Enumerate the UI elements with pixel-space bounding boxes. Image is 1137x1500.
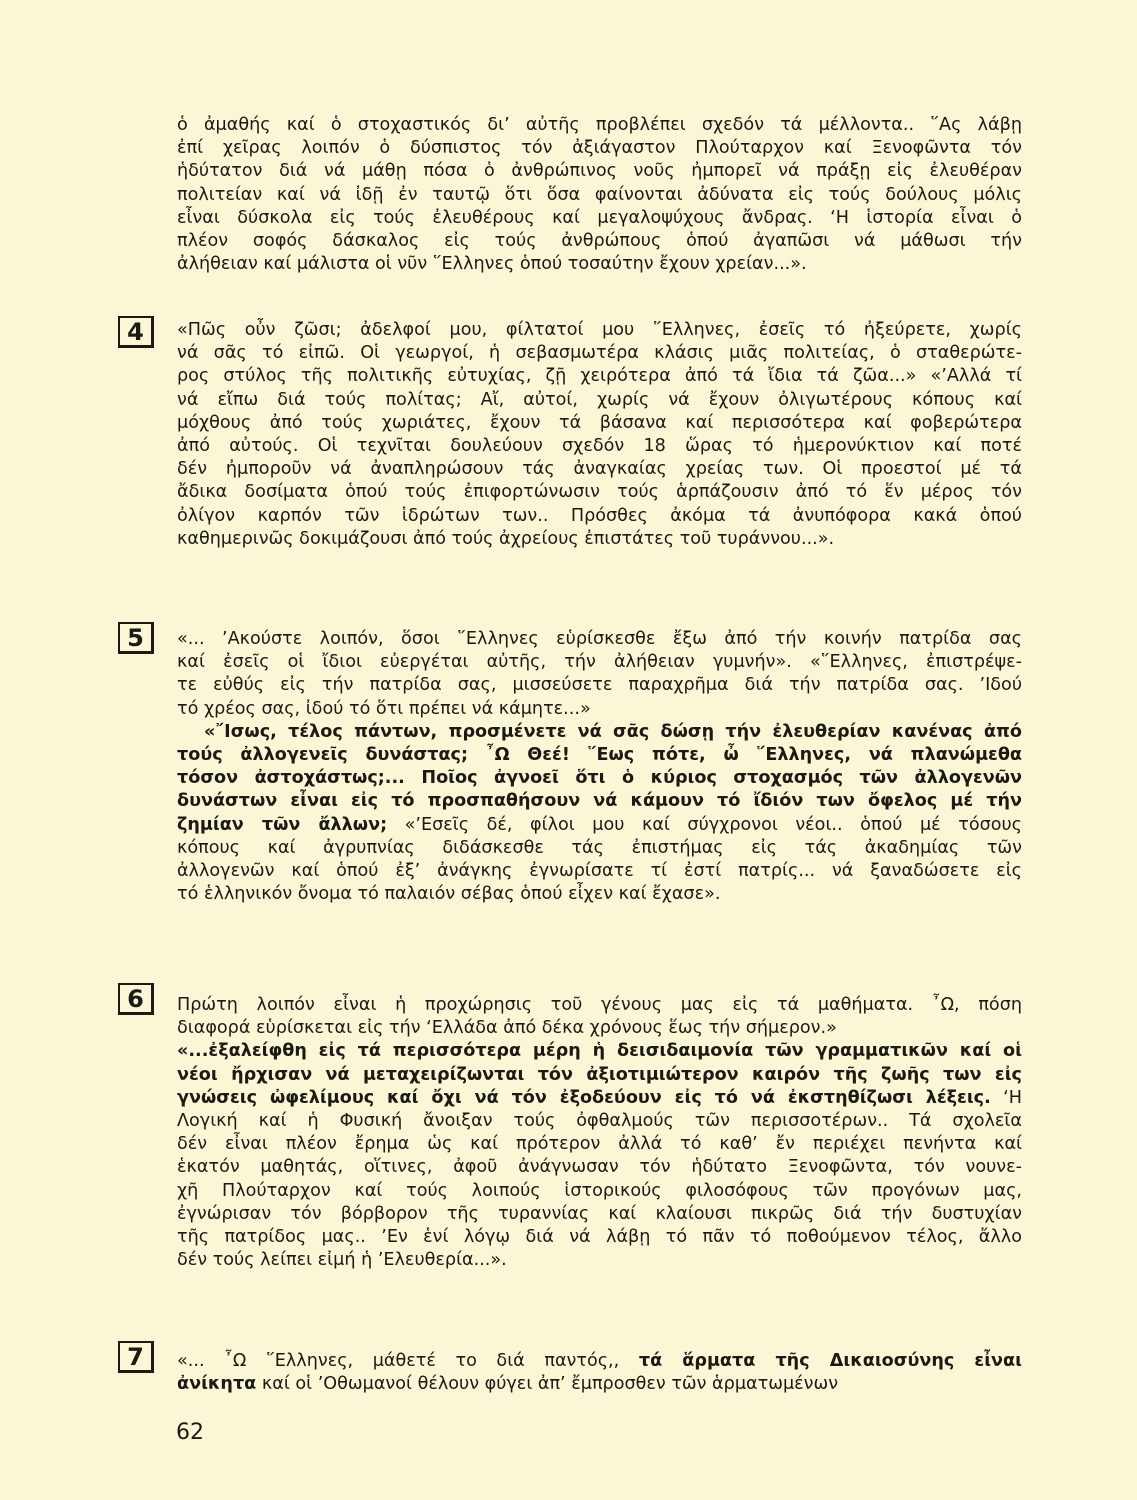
text-run: ἄδικα δοσίματα ὁπού τούς ἐπιφορτώνωσιν τούς ἁρπάζουσιν ἀπό τό ἕν μέρος τόν [177,482,1022,503]
intro-paragraph [177,114,1022,276]
text-line [177,1249,1022,1272]
text-run: ‘Η [990,1087,1022,1108]
text-line [177,319,1022,342]
text-line [177,1040,1022,1063]
text-line [177,651,1022,674]
text-run: «... ῏Ω ῞Ελληνες, μάθετέ το διά παντός,, [177,1351,639,1371]
text-run: ἀπό αὐτούς. Οἱ τεχνῖται δουλεύουν σχεδόν 18 ὥρας τό ἡμερονύκτιον καί ποτέ [177,436,1022,457]
text-line [177,1203,1022,1226]
text-line: ἡδύτατον διά νά μάθῃ πόσα ὁ ἀνθρώπινος νοῦς ἠμπορεῖ νά πράξῃ εἰς ἐλευθέραν [177,161,1022,182]
text-line: ὁ ἀμαθής καί ὁ στοχαστικός δι’ αὐτῆς προβλέπει σχεδόν τά μέλλοντα.. ῞Ας λάβῃ [177,115,1022,135]
text-run: ρος στύλος τῆς πολιτικῆς εὐτυχίας, ζῇ χειρότερα ἀπό τά ἴδια τά ζῶα...» «’Αλλά τί [177,366,1022,387]
bold-run: ἀνίκητα [177,1374,257,1395]
text-line [177,814,1022,837]
bold-run: ζημίαν τῶν ἄλλων; [177,814,388,835]
text-line [177,528,1022,551]
text-run: τῆς πατρίδος μας.. ’Εν ἑνί λόγῳ διά νά λάβῃ τό πᾶν τό ποθούμενον τέλος, ἄλλο [177,1227,1022,1248]
text-line [177,767,1022,790]
text-line: εἶναι δύσκολα εἰς τούς ἐλευθέρους καί μεγαλοψύχους ἄνδρας. ‘Η ἱστορία εἶναι ὁ [177,207,1022,228]
bold-run: τόσον ἀστοχάστως;... Ποῖος ἀγνοεῖ ὅτι ὁ κύριος στοχασμός τῶν ἀλλογενῶν [177,768,1022,789]
text-line [177,1373,1022,1396]
text-line: πλέον σοφός δάσκαλος εἰς τούς ἀνθρώπους ὁπού ἀγαπῶσι νά μάθωσι τήν [177,231,1022,252]
text-run: νά σᾶς τό εἰπῶ. Οἱ γεωργοί, ἡ σεβασμωτέρα κλάσις μιᾶς πολιτείας, ὁ σταθερώτε- [177,343,1022,364]
text-line [177,1180,1022,1203]
bold-run: «...ἐξαλείφθη εἰς τά περισσότερα μέρη ἡ δεισιδαιμονία τῶν γραμματικῶν καί οἱ [177,1041,1022,1062]
text-run: νά εἴπω διά τούς πολίτας; Αἴ, αὐτοί, χωρίς νά ἔχουν ὀλιγωτέρους κόπους καί [177,389,1022,410]
bold-run: γνώσεις ὠφελίμους καί ὄχι νά τόν ἐξοδεύουν εἰς τό νά ἐκστηθίζωσι λέξεις. [177,1087,991,1108]
text-line: ἐπί χεῖρας λοιπόν ὁ δύσπιστος τόν ἀξιάγαστον Πλούταρχον καί Ξενοφῶντα τόν [177,138,1022,159]
text-run: δέν ἠμποροῦν νά ἀναπληρώσουν τάς ἀναγκαίας χρείας των. Οἱ προεστοί μέ τά [177,459,1022,480]
bold-run: νέοι ἤρχισαν νά μεταχειρίζωνται τόν ἀξιοτιμιώτερον καιρόν τῆς ζωῆς των εἰς [177,1064,1022,1085]
text-run: «... ’Ακούστε λοιπόν, ὅσοι ῞Ελληνες εὑρίσκεσθε ἔξω ἀπό τήν κοινήν πατρίδα σας [177,629,1022,649]
text-line [177,1350,1022,1373]
text-run: κόπους καί ἀγρυπνίας διδάσκεσθε τάς ἐπιστήμας εἰς τάς ἀκαδημίας τῶν [177,837,1022,858]
text-line [177,1156,1022,1179]
section-number-box: 4 [118,316,154,348]
text-line [177,837,1022,860]
text-line [177,481,1022,504]
section-number-box: 7 [118,1341,154,1373]
text-line [177,458,1022,481]
text-line [177,721,1022,744]
text-line [177,628,1022,651]
page-number: 62 [176,1420,204,1445]
text-run: τε εὐθύς εἰς τήν πατρίδα σας, μισσεύσετε παραχρῆμα διά τήν πατρίδα σας. ’Ιδού [177,675,1022,696]
section-number-box: 6 [118,983,154,1015]
bold-run: τά ἅρματα τῆς Δικαιοσύνης εἶναι [638,1351,1022,1371]
text-line [177,1087,1022,1110]
text-line [177,412,1022,435]
text-run: ἀλλογενῶν καί ὁπού ἐξ’ ἀνάγκης ἐγνωρίσατε τί ἐστί πατρίς... νά ξαναδώσετε εἰς [177,861,1022,882]
text-line [177,674,1022,697]
section-7-paragraph [177,1350,1022,1396]
text-run: δέν τούς λείπει εἰμή ἡ ’Ελευθερία...». [177,1250,507,1271]
text-line [177,505,1022,528]
text-line [177,1017,1022,1040]
text-line: πολιτείαν καί νά ἰδῇ ἐν ταυτῷ ὅτι ὅσα φαίνονται ἀδύνατα εἰς τούς δούλους μόλις [177,184,1022,205]
text-run: ἐγνώρισαν τόν βόρβορον τῆς τυραννίας καί κλαίουσι πικρῶς διά τήν δυστυχίαν [177,1203,1022,1224]
section-5-paragraph [177,628,1022,906]
text-run: διαφορά εὑρίσκεται εἰς τήν ‘Ελλάδα ἀπό δέκα χρόνους ἕως τήν σήμερον.» [177,1018,837,1039]
text-line [177,994,1022,1017]
text-line [177,342,1022,365]
text-run: ἑκατόν μαθητάς, οἵτινες, ἀφοῦ ἀνάγνωσαν τόν ἡδύτατο Ξενοφῶντα, τόν νουνε- [177,1157,1022,1178]
text-line [177,1110,1022,1133]
bold-run: δυνάστων εἶναι εἰς τό προσπαθήσουν νά κάμουν τό ἴδιόν των ὄφελος μέ τήν [177,791,1022,812]
text-line [177,365,1022,388]
text-run: τό χρέος σας, ἰδού τό ὅτι πρέπει νά κάμητε...» [177,698,591,719]
section-4-paragraph [177,319,1022,551]
text-run: «’Εσεῖς δέ, φίλοι μου καί σύγχρονοι νέοι.. ὁπού μέ τόσους [387,814,1022,835]
text-line [177,744,1022,767]
text-line [177,389,1022,412]
text-run: τό ἑλληνικόν ὄνομα τό παλαιόν σέβας ὁπού εἶχεν καί ἔχασε». [177,884,721,905]
section-number-box: 5 [118,622,154,654]
text-line [177,883,1022,906]
text-line [177,435,1022,458]
text-line [177,698,1022,721]
text-line [177,1064,1022,1087]
text-run: καθημερινῶς δοκιμάζουσι ἀπό τούς ἀχρείους ἐπιστάτες τοῦ τυράννου...». [177,528,835,549]
text-line [177,1226,1022,1249]
text-run: χῆ Πλούταρχον καί τούς λοιπούς ἱστορικούς φιλοσόφους τῶν προγόνων μας, [177,1180,1022,1201]
text-run: Λογική καί ἡ Φυσική ἄνοιξαν τούς ὀφθαλμούς τῶν περισσοτέρων.. Τά σχολεῖα [177,1111,1022,1132]
text-line [177,1133,1022,1156]
text-line [177,790,1022,813]
bold-run: «῎Ισως, τέλος πάντων, προσμένετε νά σᾶς δώσῃ τήν ἐλευθερίαν κανένας ἀπό [204,721,1022,742]
bold-run: τούς ἀλλογενεῖς δυνάστας; ῏Ω Θεέ! ῞Εως πότε, ὦ ῞Ελληνες, νά πλανώμεθα [177,745,1022,766]
text-run: Πρώτη λοιπόν εἶναι ἡ προχώρησις τοῦ γένους μας εἰς τά μαθήματα. ῏Ω, πόση [177,995,1022,1015]
text-line [177,860,1022,883]
text-run: ὀλίγον καρπόν τῶν ἱδρώτων των.. Πρόσθες ἀκόμα τά ἀνυπόφορα κακά ὁπού [177,505,1022,526]
text-run: καί ἐσεῖς οἱ ἴδιοι εὐεργέται αὐτῆς, τήν ἀλήθειαν γυμνήν». «῞Ελληνες, ἐπιστρέψε- [177,652,1022,673]
text-run: καί οἱ ’Οθωμανοί θέλουν φύγει ἀπ’ ἔμπροσθεν τῶν ἁρματωμένων [256,1374,839,1395]
text-run: μόχθους ἀπό τούς χωριάτες, ἔχουν τά βάσανα καί περισσότερα καί φοβερώτερα [177,412,1022,433]
text-run: δέν εἶναι πλέον ἔρημα ὡς καί πρότερον ἀλλά τό καθ’ ἔν περιέχει πενήντα καί [177,1134,1022,1155]
section-6-paragraph [177,994,1022,1272]
text-run: «Πῶς οὖν ζῶσι; ἀδελφοί μου, φίλτατοί μου ῞Ελληνες, ἐσεῖς τό ἠξεύρετε, χωρίς [177,320,1022,340]
text-line: ἀλήθειαν καί μάλιστα οἱ νῦν ῞Ελληνες ὁπού τοσαύτην ἔχουν χρείαν...». [177,254,807,275]
